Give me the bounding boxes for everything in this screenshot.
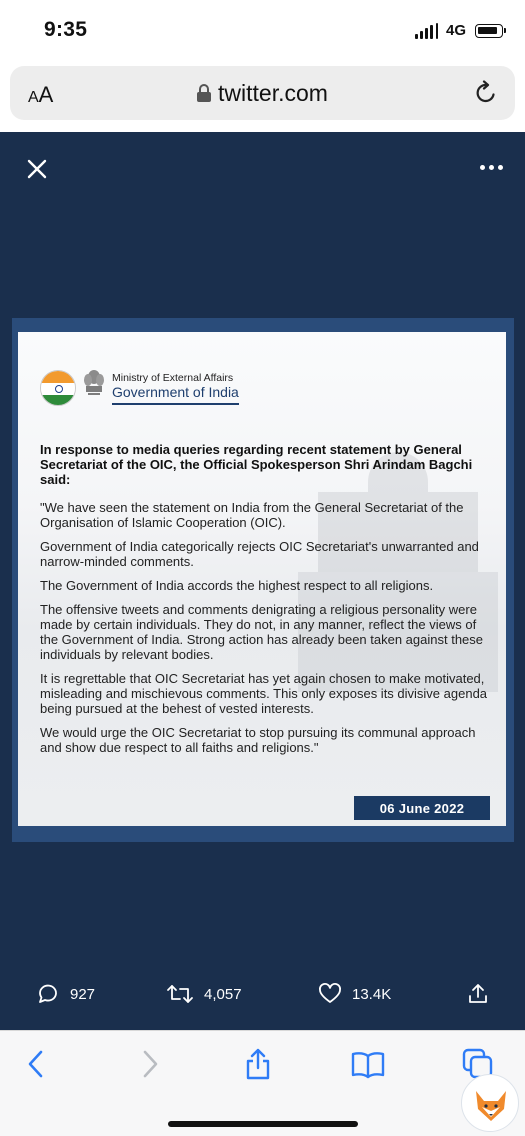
dot <box>498 165 503 170</box>
statement-card <box>18 332 506 826</box>
bookmarks-button[interactable] <box>348 1047 388 1081</box>
more-options-button[interactable] <box>475 160 503 174</box>
reply-count: 927 <box>70 985 96 1003</box>
browser-toolbar <box>0 1030 525 1136</box>
like-count: 13.4K <box>352 985 392 1003</box>
share-icon <box>466 982 490 1006</box>
retweet-count: 4,057 <box>204 985 242 1003</box>
book-icon <box>350 1049 386 1079</box>
tweet-actions <box>0 982 525 1018</box>
chevron-right-icon <box>140 1049 160 1079</box>
back-button[interactable] <box>16 1047 56 1081</box>
statement-paragraph: We would urge the OIC Secretariat to stop pursuing its communal approach and show due respect to all faiths and religions." <box>40 725 476 755</box>
share-page-button[interactable] <box>238 1047 278 1081</box>
lock-icon <box>197 84 211 102</box>
government-name: Government of India <box>112 384 239 405</box>
fox-logo <box>461 1074 519 1132</box>
reader-settings-button[interactable]: AA <box>28 82 54 107</box>
url-text: twitter.com <box>218 79 328 106</box>
dot <box>489 165 494 170</box>
india-flag-icon <box>40 370 76 406</box>
ministry-name: Ministry of External Affairs <box>112 371 234 384</box>
statement-paragraph: It is regrettable that OIC Secretariat has yet again chosen to make motivated, misleading and mischievous comments. This only exposes its divisive agenda being pursued at the behest of vested interests. <box>40 671 488 716</box>
statement-paragraph: The Government of India accords the highest respect to all religions. <box>40 578 434 593</box>
cellular-signal-icon <box>415 23 438 39</box>
tweet-image[interactable] <box>12 318 514 842</box>
reply-button[interactable] <box>36 982 95 1006</box>
close-icon <box>22 154 52 184</box>
dot <box>480 165 485 170</box>
media-viewer <box>0 132 525 1030</box>
forward-button[interactable] <box>130 1047 170 1081</box>
home-indicator <box>168 1121 358 1127</box>
retweet-icon <box>166 982 194 1006</box>
share-icon <box>243 1047 273 1081</box>
close-button[interactable] <box>22 154 52 184</box>
statement-body <box>40 442 492 764</box>
statement-paragraph: Government of India categorically rejects OIC Secretariat's unwarranted and narrow-minded comments. <box>40 539 479 569</box>
address-bar[interactable] <box>10 66 515 120</box>
status-time: 9:35 <box>44 18 88 41</box>
heart-icon <box>318 982 342 1006</box>
national-emblem-icon <box>82 368 106 408</box>
statement-lead: In response to media queries regarding recent statement by General Secretariat of the OIC, the Official Spokesperson Shri Arindam Bagchi said: <box>40 442 473 487</box>
statement-paragraph: The offensive tweets and comments denigrating a religious personality were made by certain individuals. They do not, in any manner, reflect the views of the Government of India. Strong action has already been taken against these individuals by relevant bodies. <box>40 602 484 662</box>
reload-button[interactable] <box>473 80 499 111</box>
mea-header <box>40 368 239 408</box>
url-display[interactable] <box>10 66 515 120</box>
share-button[interactable] <box>466 982 490 1006</box>
retweet-button[interactable] <box>166 982 242 1006</box>
status-bar <box>0 0 525 62</box>
network-type: 4G <box>445 22 466 39</box>
mea-title <box>112 372 239 405</box>
reload-icon <box>473 80 499 106</box>
date-badge: 06 June 2022 <box>354 796 490 820</box>
like-button[interactable] <box>318 982 391 1006</box>
status-indicators <box>415 22 503 39</box>
battery-icon <box>475 24 503 38</box>
chevron-left-icon <box>26 1049 46 1079</box>
address-area <box>0 62 525 132</box>
statement-paragraph: "We have seen the statement on India from the General Secretariat of the Organisation of Islamic Cooperation (OIC). <box>40 500 464 530</box>
reply-icon <box>36 982 60 1006</box>
